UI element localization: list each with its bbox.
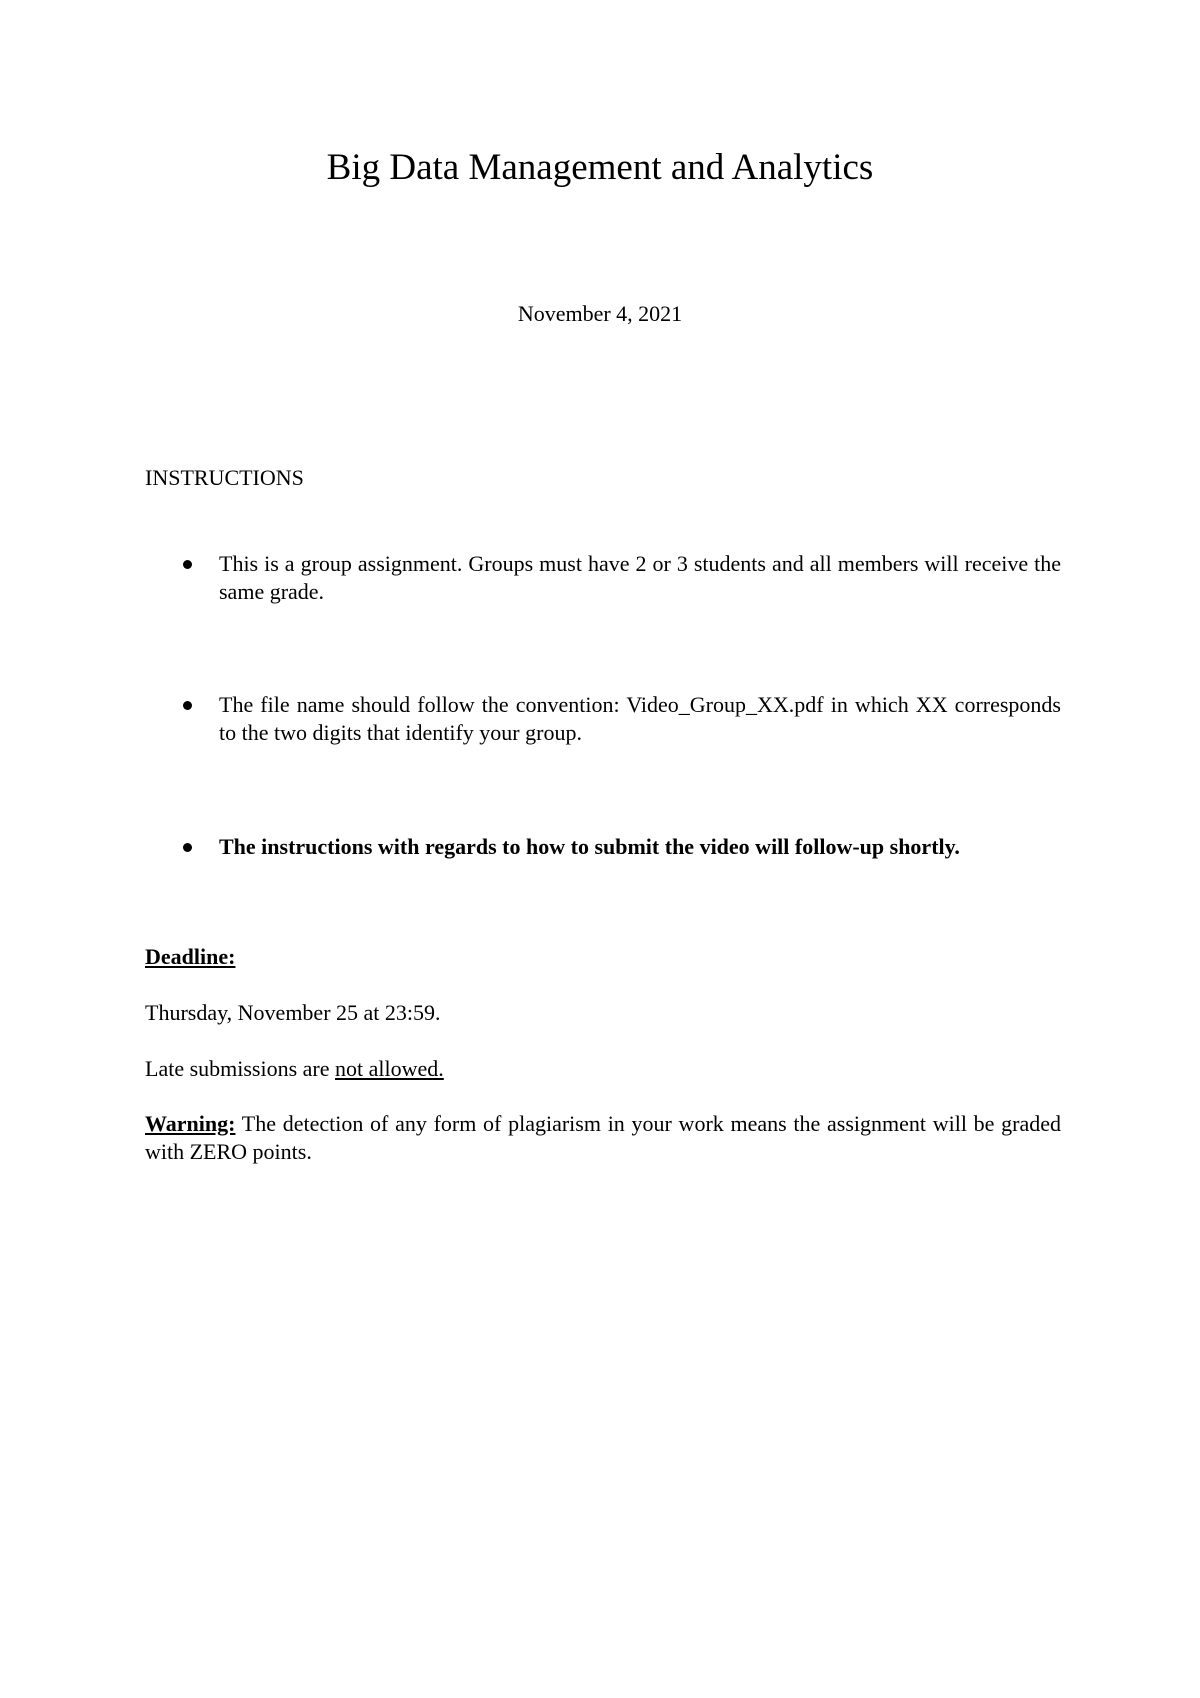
late-prefix: Late submissions are (145, 1056, 336, 1081)
bullet-2-marker (183, 691, 217, 710)
deadline-value: Thursday, November 25 at 23:59. (145, 1000, 441, 1025)
late-emphasis: not allowed. (335, 1056, 444, 1081)
document-date: November 4, 2021 (517, 301, 683, 326)
warning-text: The detection of any form of plagiarism in your work means the assignment will be graded with ZERO points. (145, 1111, 1061, 1164)
bullet-3-text: The instructions with regards to how to submit the video will follow-up shortly. (219, 834, 960, 859)
bullet-dot-icon (183, 560, 192, 569)
bullet-2-text: The file name should follow the convention: Video_Group_XX.pdf in which XX corresponds to the two digits that identify your group. (219, 692, 1061, 745)
bullet-dot-icon (183, 701, 192, 710)
deadline-label: Deadline: (145, 944, 236, 969)
document-title: Big Data Management and Analytics (326, 147, 874, 188)
bullet-dot-icon (183, 843, 192, 852)
bullet-1-marker (183, 550, 217, 569)
bullet-3-marker (183, 833, 217, 852)
warning-label: Warning: (145, 1111, 236, 1136)
bullet-1-text: This is a group assignment. Groups must have 2 or 3 students and all members will receive the same grade. (219, 551, 1061, 604)
plagiarism-warning (145, 1110, 1061, 1166)
instructions-heading: INSTRUCTIONS (145, 465, 304, 490)
late-submissions-note (145, 1055, 444, 1083)
